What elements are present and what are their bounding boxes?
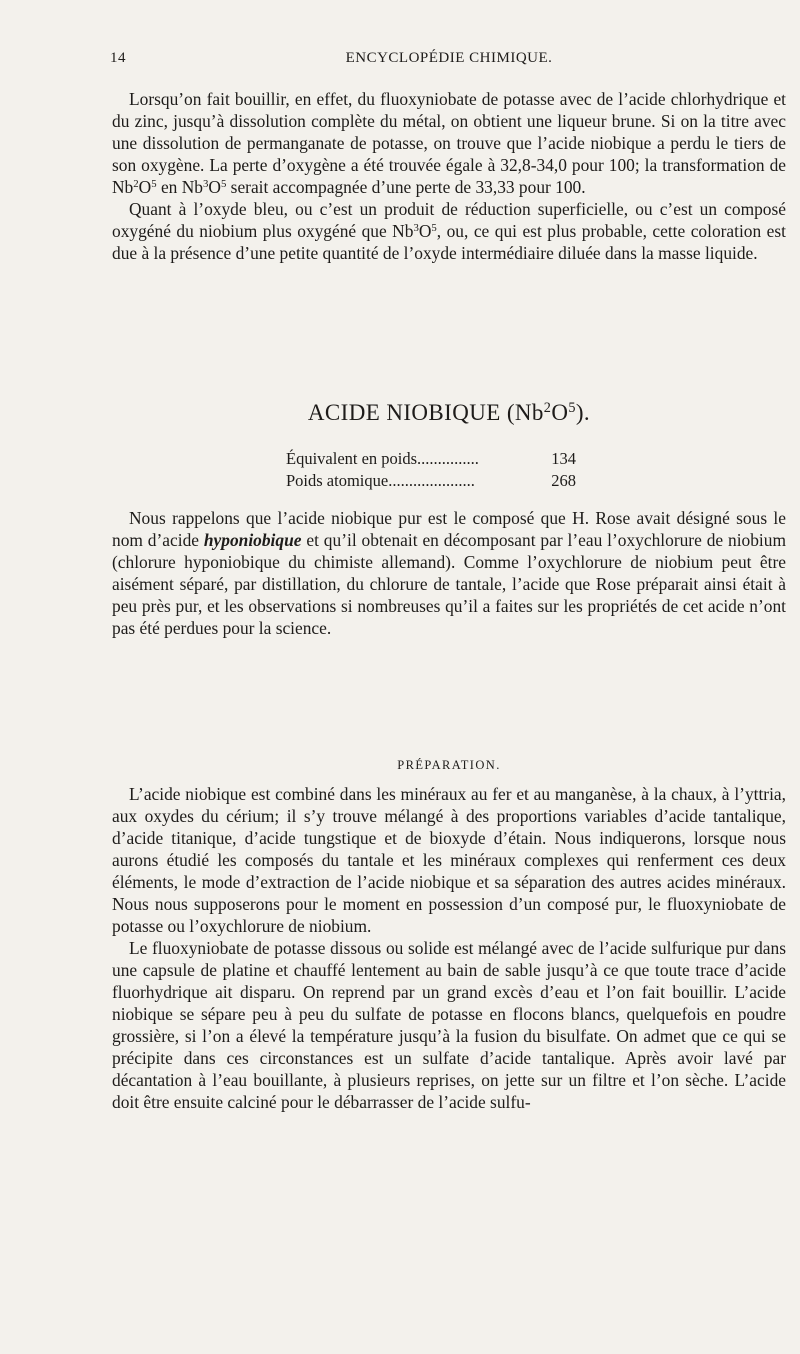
section-title-preparation: PRÉPARATION. (397, 758, 501, 772)
paragraph-minerals: L’acide niobique est combiné dans les minéraux au fer et au manganèse, à la chaux, à l’yttria, aux oxydes du cérium; il s’y trouve mélangé à des proportions variables d’acide tantalique, d’acide titanique, d’acide tungstique et de bioxyde d’étain. Nous indiquerons, lorsque nous aurons étudié les composés du tantale et les minéraux complexes qui renferment ces deux éléments, le mode d’extraction de l’acide niobique et sa séparation des autres acides minéraux. Nous nous supposerons pour le moment en possession d’un composé pur, le fluoxyniobate de potasse ou l’oxychlorure de niobium. (112, 784, 786, 936)
paragraph-rose: Nous rappelons que l’acide niobique pur est le composé que H. Rose avait désigné sous le nom d’acide hyponiobique et qu’il obtenait en décomposant par l’eau l’oxychlorure de niobium (chlorure hyponiobique du chimiste allemand). Comme l’oxychlorure de niobium peut être aisément séparé, par distillation, du chlorure de tantale, l’acide que Rose préparait ainsi était à peu près pur, et les observations si nombreuses qu’il a faites sur les propriétés de cet acide n’ont pas été perdues pour la science. (112, 508, 786, 638)
section-title-niobic-acid: ACIDE NIOBIQUE $(Nb^2O^5)$. (307, 400, 591, 425)
paragraph-procedure: Le fluoxyniobate de potasse dissous ou solide est mélangé avec de l’acide sulfurique pur dans une capsule de platine et chauffé lentement au bain de sable jusqu’à ce que toute trace d’acide fluorhydrique ait disparu. On reprend par un grand excès d’eau et l’on fait bouillir. L’acide niobique se sépare peu à peu du sulfate de potasse en flocons blancs, quelquefois en poudre grossière, si l’on a élevé la température jusqu’à la fusion du bisulfate. On admet que ce qui se précipite dans ces circonstances est un sulfate d’acide tantalique. Après avoir lavé par décantation à l’eau bouillante, à plusieurs reprises, on jette sur un filtre et l’on sèche. L’acide doit être ensuite calciné pour le débarrasser de l’acide sulfu- (112, 938, 786, 1112)
page-header (110, 50, 788, 74)
property-label: Équivalent en poids............... (286, 449, 479, 468)
paragraph-blue-oxide: Quant à l’oxyde bleu, ou c’est un produit de réduction superficielle, ou c’est un composé oxygéné du niobium plus oxygéné que $Nb^3O^5$, ou, ce qui est plus probable, cette coloration est due à la présence d’une petite quantité de l’oxyde intermédiaire diluée dans la masse liquide. (112, 199, 786, 263)
preparation-text (112, 783, 786, 1113)
intro-text (112, 88, 786, 264)
property-row-equivalent (286, 448, 576, 470)
property-value: 268 (551, 471, 576, 490)
niobic-acid-text (112, 507, 786, 639)
page-number: 14 (110, 50, 126, 66)
running-head: ENCYCLOPÉDIE CHIMIQUE. (345, 50, 553, 66)
property-value: 134 (551, 449, 576, 468)
emphasis-term: hyponiobique (203, 530, 302, 550)
paragraph-reduction: Lorsqu’on fait bouillir, en effet, du fluoxyniobate de potasse avec de l’acide chlorhydrique et du zinc, jusqu’à dissolution complète du métal, on obtient une liqueur brune. Si on la titre avec une dissolution de permanganate de potasse, on trouve que l’acide niobique a perdu le tiers de son oxygène. La perte d’oxygène a été trouvée égale à 32,8-34,0 pour 100; la transformation de $Nb^2O^5$ en $Nb^3O^5$ serait accompagnée d’une perte de 33,33 pour 100. (112, 89, 786, 197)
property-label: Poids atomique..................... (286, 471, 475, 490)
property-row-atomic-weight (286, 470, 576, 492)
properties-table (286, 448, 576, 492)
